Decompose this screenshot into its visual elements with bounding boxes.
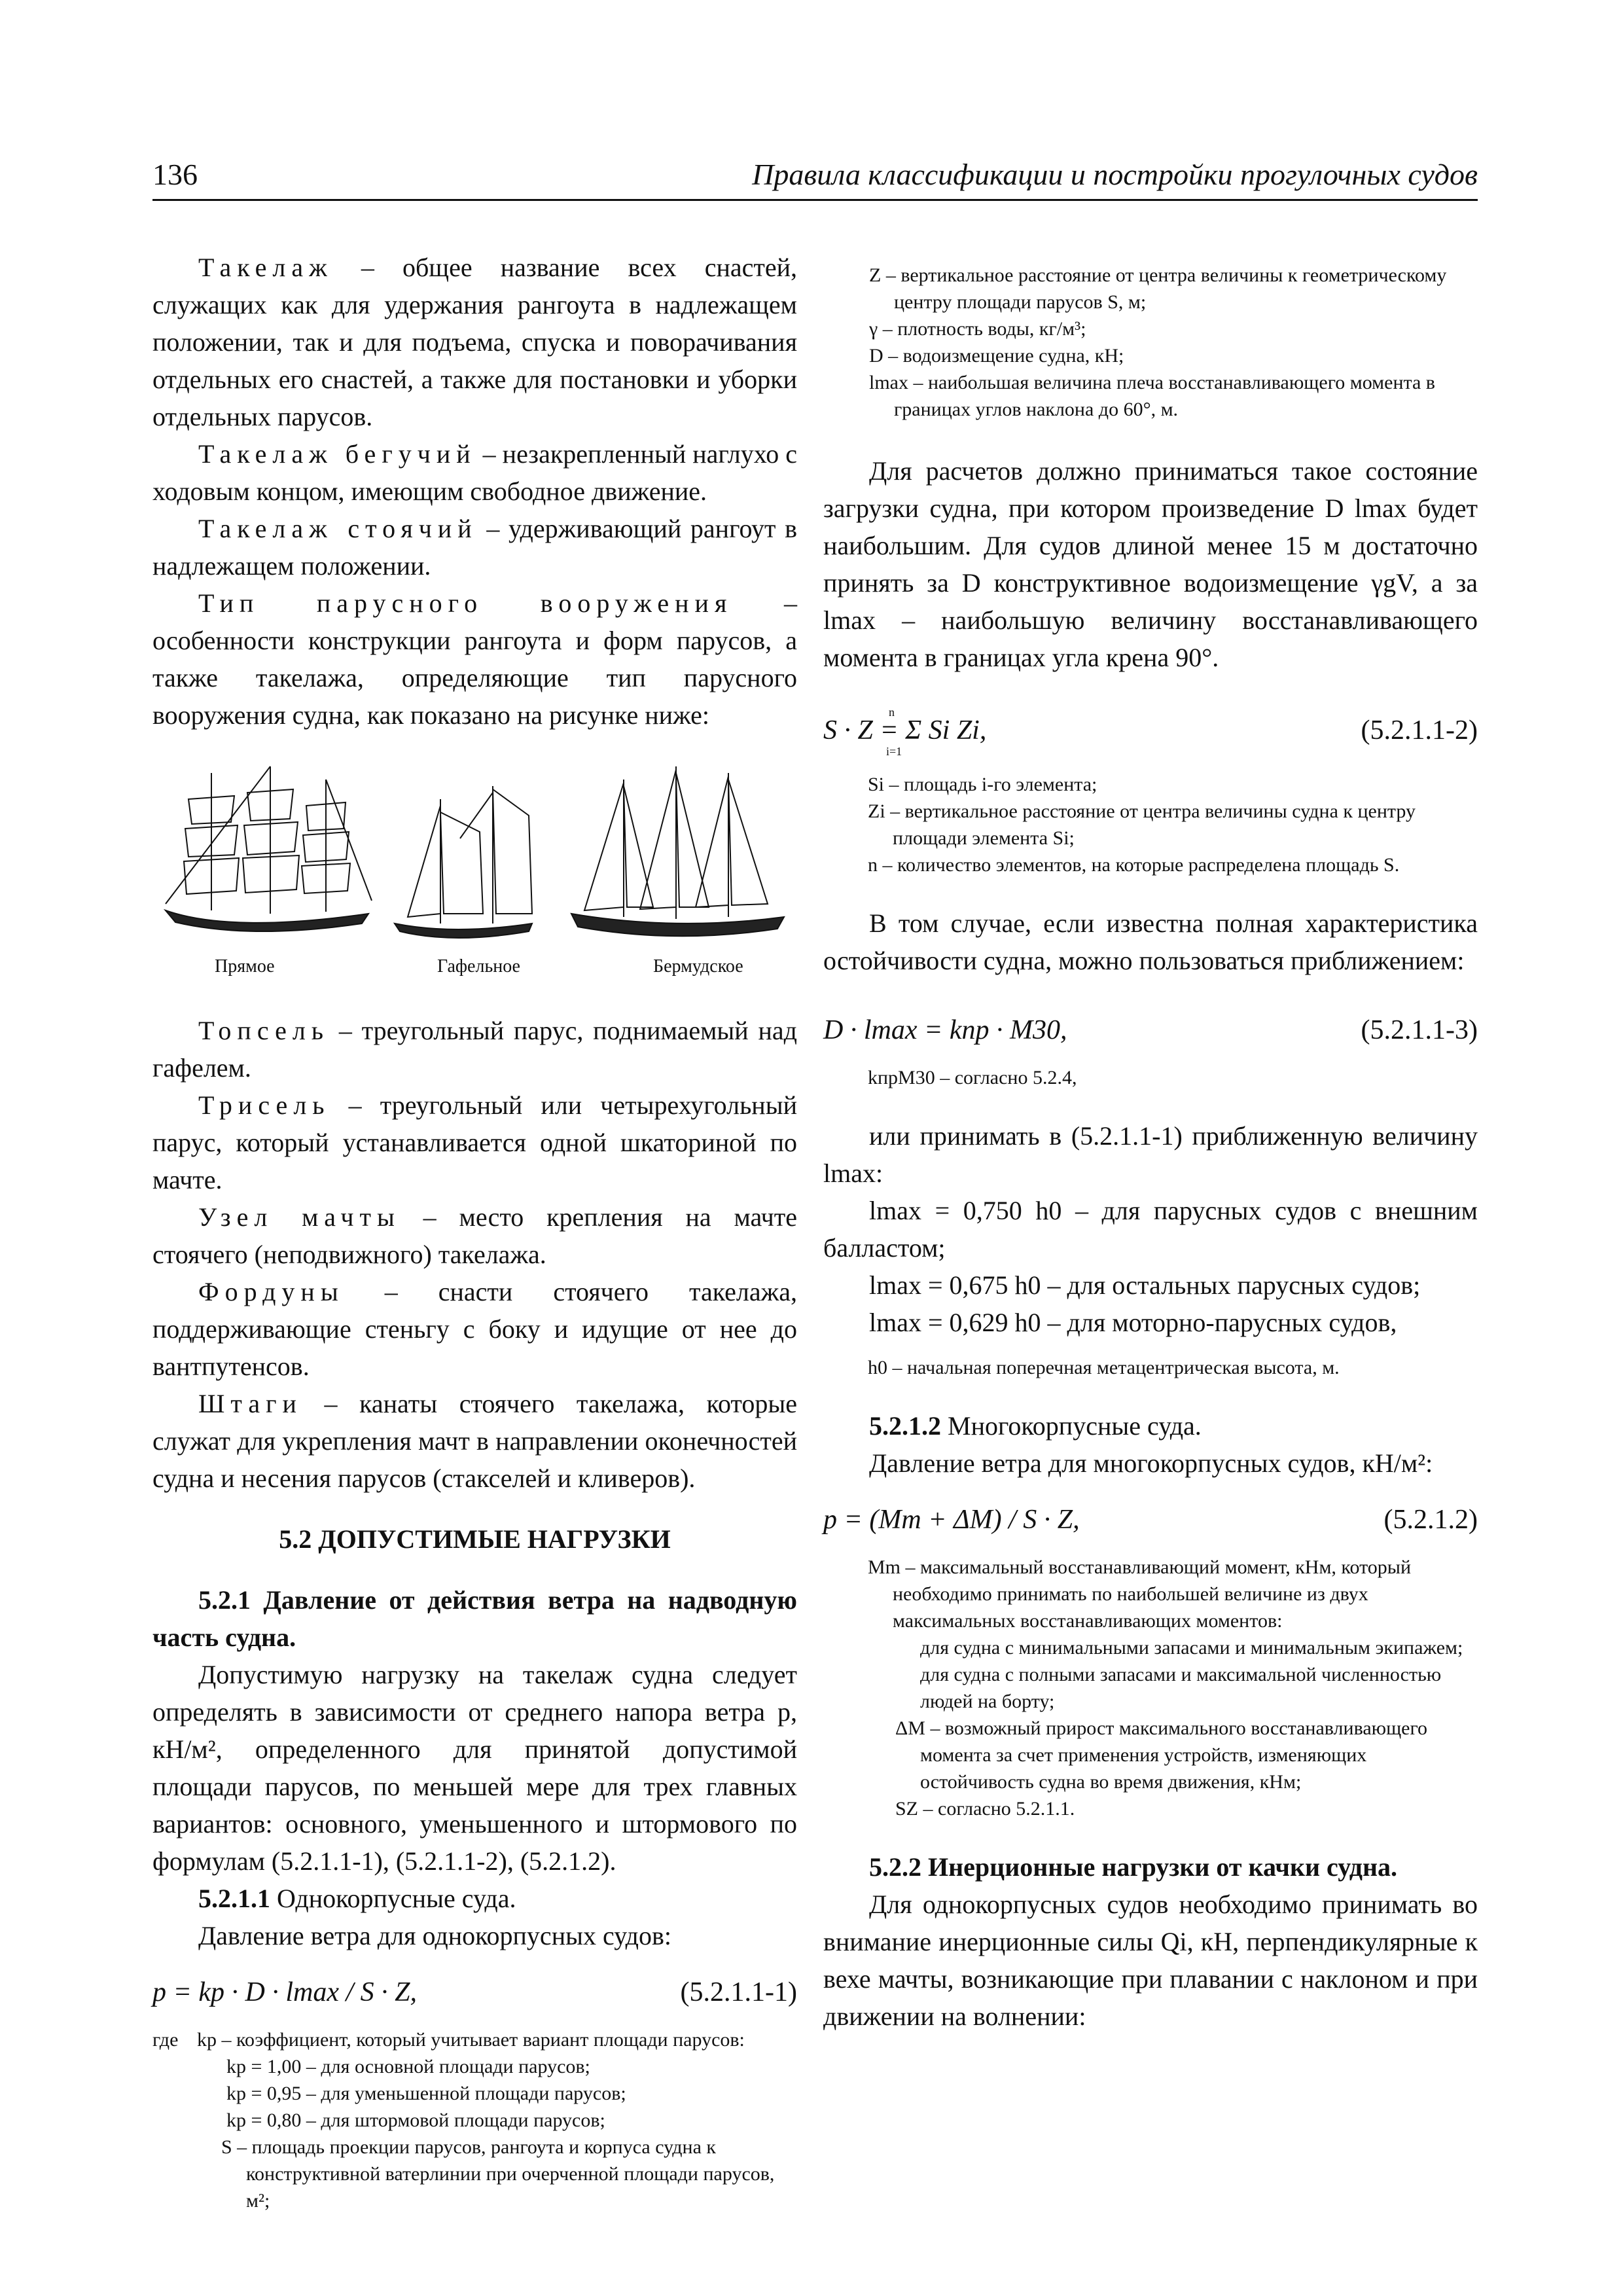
equation-5-2-1-1-1 bbox=[152, 1967, 797, 2020]
paragraph-approx-lmax: или принимать в (5.2.1.1-1) приближенную величину lmax: bbox=[823, 1121, 1478, 1188]
right-column bbox=[823, 262, 1478, 2035]
page-header bbox=[152, 153, 1478, 201]
where-kp: kp – коэффициент, который учитывает вариант площади парусов: bbox=[197, 2029, 745, 2051]
equation-5-2-1-1-2 bbox=[823, 706, 1478, 758]
where-S: S – площадь проекции парусов, рангоута и корпуса судна к конструктивной ватерлинии при очерченной площади парусов, м²; bbox=[221, 2136, 775, 2212]
subsection-5-2-2: 5.2.2 Инерционные нагрузки от качки судна. bbox=[869, 1852, 1398, 1882]
definition-topsel: Топсель – треугольный парус, поднимаемый над гафелем. bbox=[152, 1016, 797, 1083]
definition-uzel-machty: Узел мачты – место крепления на мачте стоячего (неподвижного) такелажа. bbox=[152, 1202, 797, 1269]
where-Z: Z – вертикальное расстояние от центра величины к геометрическому центру площади парусов S, м; bbox=[869, 264, 1447, 313]
paragraph-calculation-state: Для расчетов должно приниматься такое состояние загрузки судна, при котором произведение D lmax будет наибольшим. Для судов длиной менее 15 м достаточно принять за D конструктивное водоизмещение γgV, а за lmax – наибольшую величину восстанавливающего момента в границах угла крена 90°. bbox=[823, 456, 1478, 672]
figure-caption-gaff: Гафельное bbox=[437, 956, 520, 977]
where-Zi: Zi – вертикальное расстояние от центра величины судна к центру площади элемента Si; bbox=[868, 800, 1416, 849]
where-block-5 bbox=[823, 1554, 1478, 1822]
paragraph-5-2-1: Допустимую нагрузку на такелаж судна следует определять в зависимости от среднего напора ветра p, кН/м², определенного для принятой допустимой площади парусов, по меньшей мере для трех главных вариантов: основного, уменьшенного и штормового по формулам (5.2.1.1-1), (5.2.1.1-2), (5.2.1.2). bbox=[152, 1660, 797, 1876]
where-block-1 bbox=[152, 2026, 797, 2214]
lmax-option-1: lmax = 0,750 h0 – для парусных судов с внешним балластом; bbox=[823, 1196, 1478, 1263]
where-block-3 bbox=[823, 1064, 1478, 1091]
sum-lower-limit: i=1 bbox=[886, 745, 902, 758]
definition-forduny: Фордуны – снасти стоячего такелажа, поддерживающие стеньгу с боку и идущие от нее до вантпутенсов. bbox=[152, 1277, 797, 1381]
equation-formula: S · Z = Σ Si Zi, bbox=[823, 715, 987, 745]
subsection-5-2-1-2: 5.2.1.2 Многокорпусные суда. bbox=[869, 1411, 1202, 1441]
equation-formula: D · lmax = kпр · M30, bbox=[823, 1015, 1067, 1045]
where-Mm-case-2: для судна с полными запасами и максимальной численностью людей на борту; bbox=[920, 1664, 1442, 1712]
left-column bbox=[152, 249, 797, 2214]
where-Mm: Mm – максимальный восстанавливающий момент, кНм, который необходимо принимать по наибольшей величине из двух максимальных восстанавливающих моментов: bbox=[868, 1556, 1412, 1632]
paragraph-5-2-2: Для однокорпусных судов необходимо принимать во внимание инерционные силы Qi, кН, перпендикулярные к вехе мачты, возникающие при плавании с наклоном и при движении на волнении: bbox=[823, 1890, 1478, 2031]
equation-5-2-1-1-3 bbox=[823, 1005, 1478, 1058]
where-Mm-case-1: для судна с минимальными запасами и минимальным экипажем; bbox=[920, 1637, 1463, 1659]
equation-5-2-1-2 bbox=[823, 1495, 1478, 1547]
lmax-option-2: lmax = 0,675 h0 – для остальных парусных судов; bbox=[869, 1270, 1421, 1300]
page-number: 136 bbox=[152, 158, 198, 191]
where-kp-2: kp = 0,95 – для уменьшенной площади парусов; bbox=[226, 2083, 626, 2104]
sum-upper-limit: n bbox=[889, 706, 895, 719]
equation-number: (5.2.1.1-3) bbox=[1361, 1015, 1478, 1045]
section-title: 5.2 ДОПУСТИМЫЕ НАГРУЗКИ bbox=[279, 1524, 671, 1554]
equation-number: (5.2.1.1-1) bbox=[680, 1977, 797, 2007]
where-dM: ΔM – возможный прирост максимального восстанавливающего момента за счет применения устройств, изменяющих остойчивость судна во время движения, кНм; bbox=[895, 1717, 1428, 1793]
where-block-2 bbox=[823, 771, 1478, 878]
equation-formula: p = kp · D · lmax / S · Z, bbox=[152, 1977, 417, 2007]
paragraph-full-characteristic: В том случае, если известна полная характеристика остойчивости судна, можно пользоваться приближением: bbox=[823, 908, 1478, 975]
paragraph-5-2-1-1: Давление ветра для однокорпусных судов: bbox=[198, 1921, 672, 1950]
definition-takelazh-begushchiy: Такелаж бегучий – незакрепленный наглухо с ходовым концом, имеющим свободное движение. bbox=[152, 439, 797, 506]
where-label: где bbox=[152, 2029, 179, 2051]
figure-caption-square: Прямое bbox=[215, 956, 275, 977]
subsection-5-2-1-1: 5.2.1.1 Однокорпусные суда. bbox=[198, 1884, 516, 1913]
where-block-4 bbox=[823, 1354, 1478, 1381]
where-kpr: kпрM30 – согласно 5.2.4, bbox=[868, 1067, 1077, 1088]
definition-tip-vooruzheniya: Тип парусного вооружения – особенности конструкции рангоута и форм парусов, а также такелажа, определяющие тип парусного вооружения судна, как показано на рисунке ниже: bbox=[152, 588, 797, 730]
where-kp-3: kp = 0,80 – для штормовой площади парусов; bbox=[226, 2109, 605, 2131]
equation-number: (5.2.1.2) bbox=[1383, 1505, 1478, 1535]
where-h0: h0 – начальная поперечная метацентрическая высота, м. bbox=[868, 1357, 1340, 1378]
where-lmax: lmax – наибольшая величина плеча восстанавливающего момента в границах углов наклона до 60°, м. bbox=[869, 372, 1435, 420]
where-block-continued bbox=[823, 262, 1478, 423]
equation-number: (5.2.1.1-2) bbox=[1361, 715, 1478, 745]
where-gamma: γ – плотность воды, кг/м³; bbox=[869, 318, 1086, 340]
running-title: Правила классификации и постройки прогулочных судов bbox=[752, 158, 1478, 191]
sail-types-figure bbox=[152, 760, 797, 977]
definition-shtagi: Штаги – канаты стоячего такелажа, которые служат для укрепления мачт в направлении оконечностей судна и несения парусов (стакселей и кливеров). bbox=[152, 1389, 797, 1493]
sail-types-illustration bbox=[152, 760, 797, 956]
definition-takelazh: Такелаж – общее название всех снастей, служащих как для удержания рангоута в надлежащем положении, так и для подъема, спуска и поворачивания отдельных его снастей, а также для постановки и уборки отдельных парусов. bbox=[152, 253, 797, 431]
where-n: n – количество элементов, на которые распределена площадь S. bbox=[868, 854, 1400, 876]
where-SZ: SZ – согласно 5.2.1.1. bbox=[895, 1798, 1075, 1820]
where-D: D – водоизмещение судна, кН; bbox=[869, 345, 1124, 367]
definition-takelazh-stoyachiy: Такелаж стоячий – удерживающий рангоут в надлежащем положении. bbox=[152, 514, 798, 581]
where-Si: Si – площадь i-го элемента; bbox=[868, 774, 1097, 795]
where-kp-1: kp = 1,00 – для основной площади парусов; bbox=[226, 2056, 590, 2077]
figure-caption-bermuda: Бермудское bbox=[653, 956, 743, 977]
subsection-5-2-1: 5.2.1 Давление от действия ветра на надводную часть судна. bbox=[152, 1585, 797, 1652]
equation-formula: p = (Mm + ΔM) / S · Z, bbox=[823, 1505, 1080, 1535]
definition-trisel: Трисель – треугольный или четырехугольный парус, который устанавливается одной шкаториной по мачте. bbox=[152, 1090, 797, 1194]
lmax-option-3: lmax = 0,629 h0 – для моторно-парусных судов, bbox=[869, 1308, 1397, 1337]
paragraph-5-2-1-2: Давление ветра для многокорпусных судов, кН/м²: bbox=[869, 1448, 1433, 1478]
